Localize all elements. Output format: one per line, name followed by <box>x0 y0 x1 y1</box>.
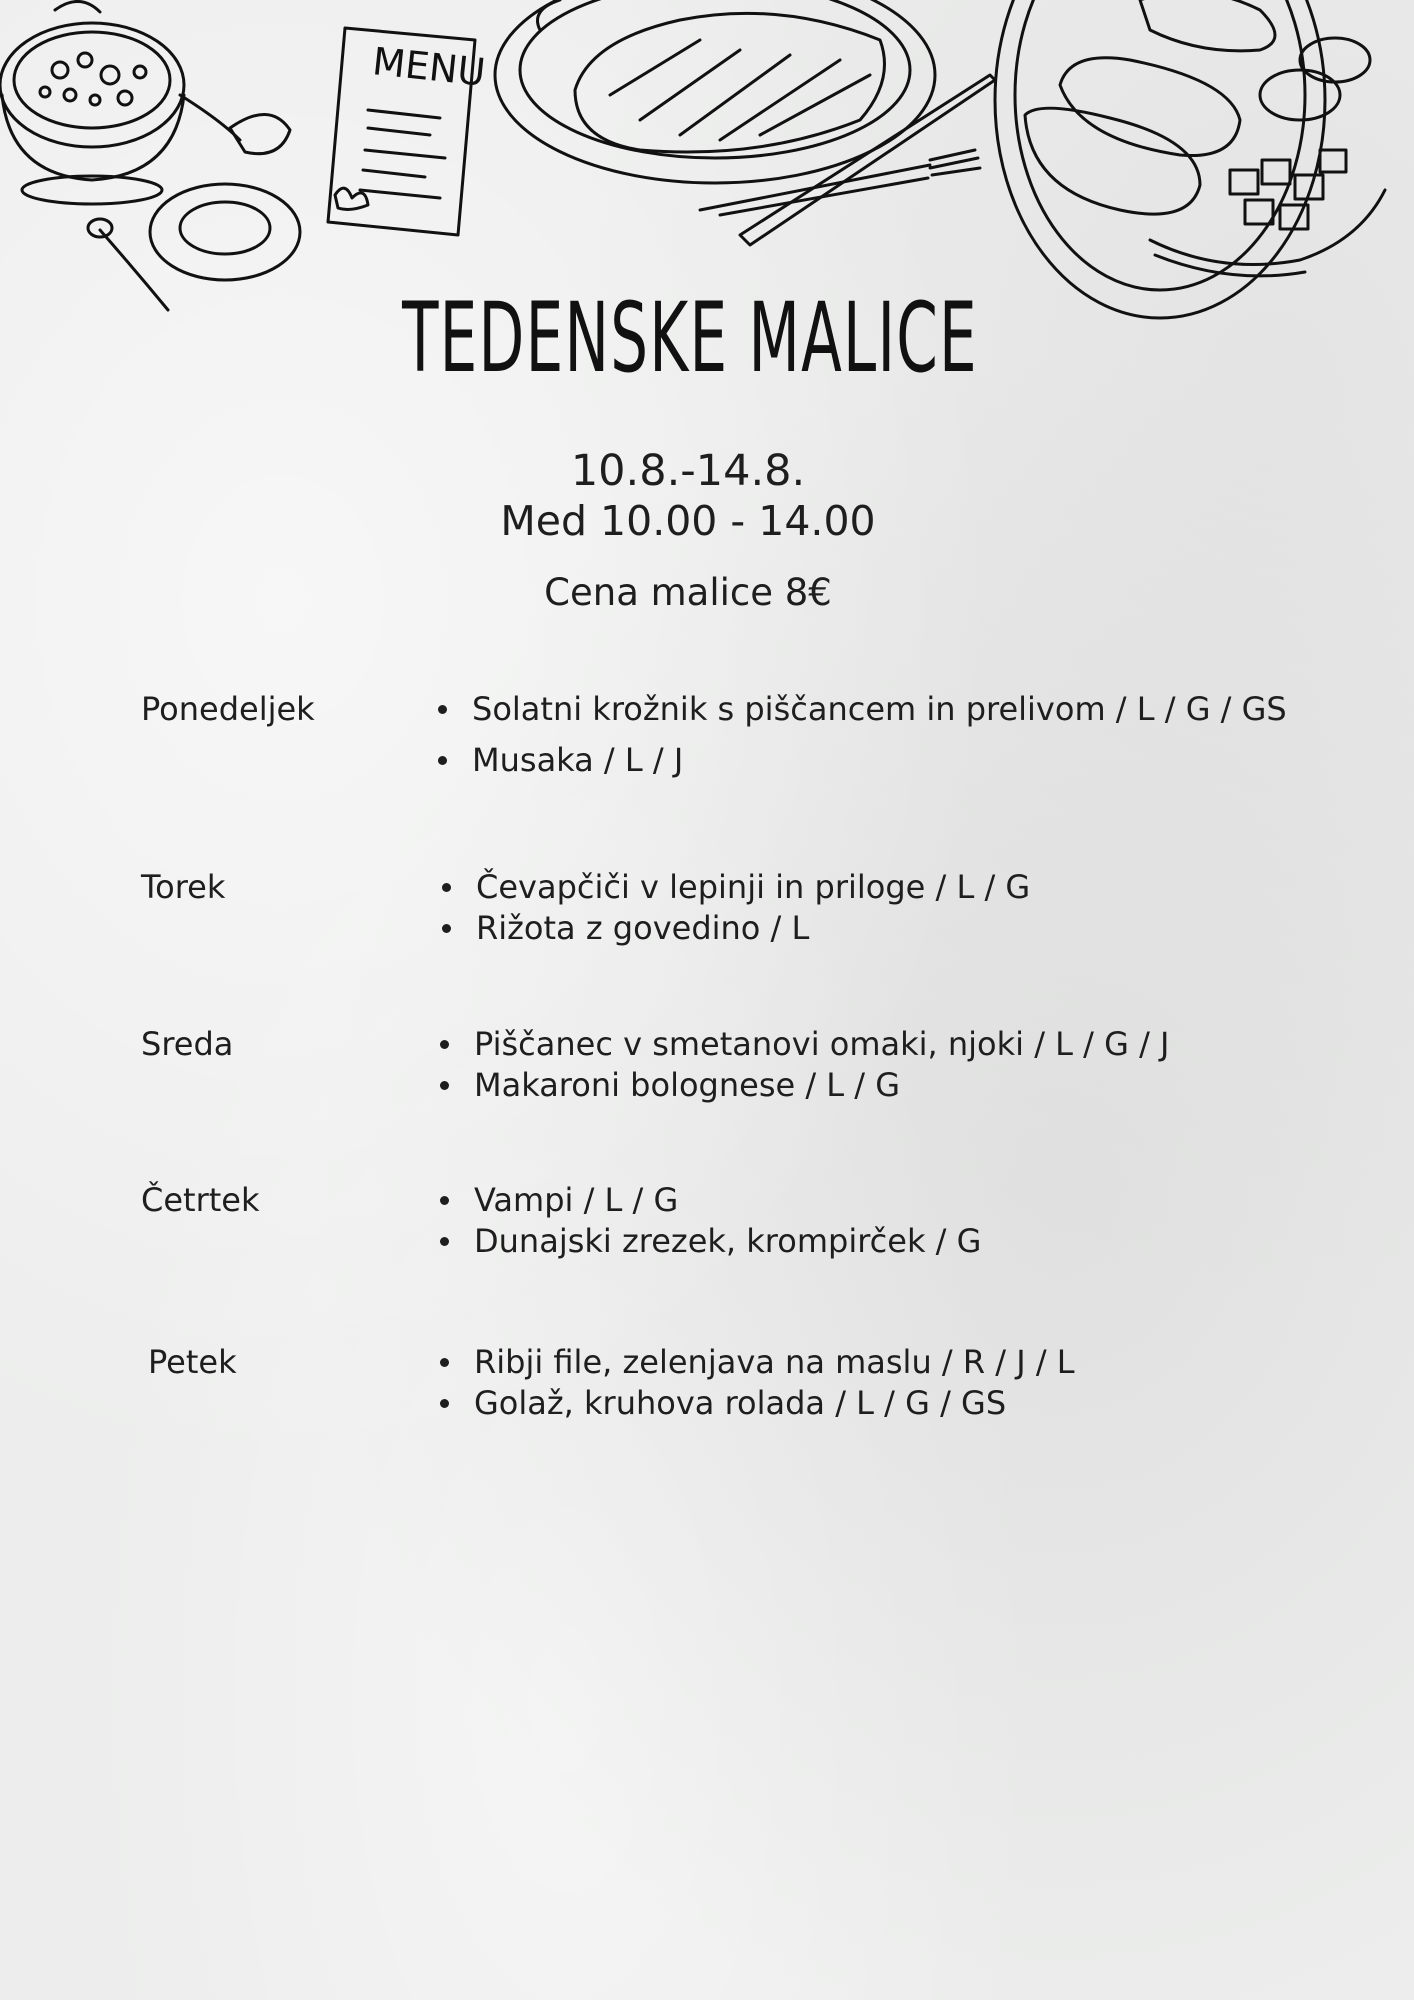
dish-list <box>438 1343 1075 1422</box>
page-title: TEDENSKE MALICE <box>402 282 978 394</box>
day-name: Ponedeljek <box>141 690 315 728</box>
dish-item: Makaroni bolognese / L / G <box>438 1066 1169 1104</box>
soup-pot-icon <box>0 1 290 204</box>
dish-list <box>438 1025 1169 1104</box>
day-name: Torek <box>141 868 226 906</box>
food-plate-icon <box>995 0 1385 318</box>
dish-list <box>440 868 1030 947</box>
date-range: 10.8.-14.8. <box>570 446 806 496</box>
dish-item: Solatni krožnik s piščancem in prelivom / L / G / GS <box>436 690 1287 728</box>
dish-item: Musaka / L / J <box>436 741 1287 779</box>
dish-item: Rižota z govedino / L <box>440 909 1030 947</box>
dish-item: Čevapčiči v lepinji in priloge / L / G <box>440 868 1030 906</box>
serving-hours: Med 10.00 - 14.00 <box>500 497 876 545</box>
steak-plate-icon <box>495 0 995 245</box>
menu-card-text: MENU <box>370 39 488 95</box>
food-illustrations <box>0 0 1414 330</box>
dish-list <box>436 690 1287 779</box>
dish-item: Dunajski zrezek, krompirček / G <box>438 1222 981 1260</box>
day-name: Sreda <box>141 1025 234 1063</box>
dish-item: Ribji file, zelenjava na maslu / R / J / L <box>438 1343 1075 1381</box>
dish-list <box>438 1181 981 1260</box>
day-name: Četrtek <box>141 1181 260 1219</box>
dish-item: Vampi / L / G <box>438 1181 981 1219</box>
dish-item: Piščanec v smetanovi omaki, njoki / L / G / J <box>438 1025 1169 1063</box>
day-name: Petek <box>148 1343 237 1381</box>
dish-item: Golaž, kruhova rolada / L / G / GS <box>438 1384 1075 1422</box>
meal-price: Cena malice 8€ <box>544 571 832 614</box>
